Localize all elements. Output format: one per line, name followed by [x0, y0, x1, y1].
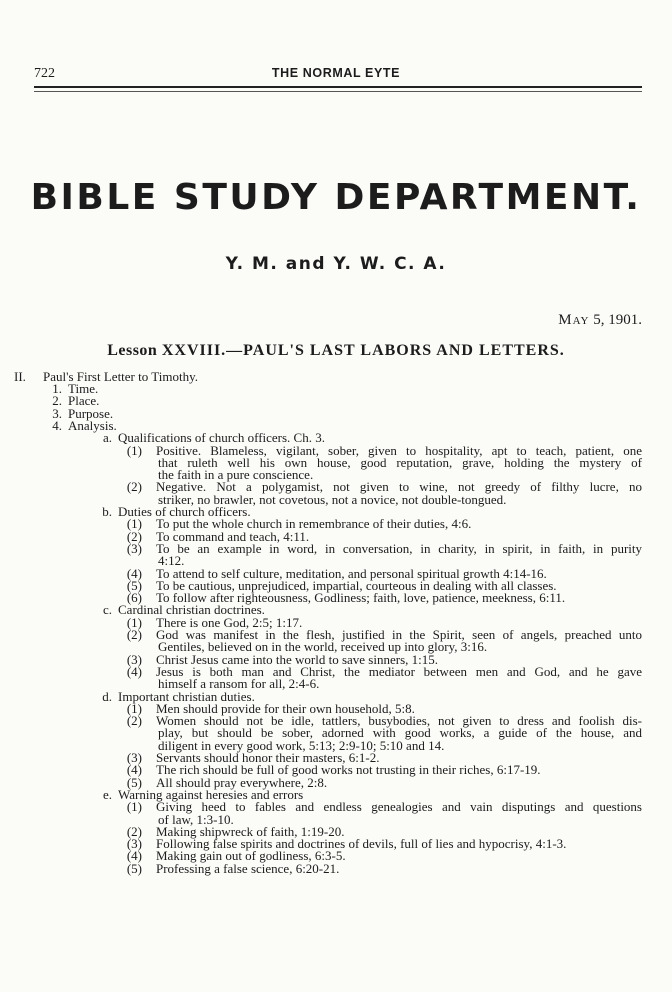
organization-subtitle: Y. M. and Y. W. C. A. [225, 254, 447, 274]
point-line: Jesus is both man and Christ, the mediator between men and God, and he gave [156, 663, 642, 679]
outline-marker: (3) [126, 540, 142, 556]
point-line: Negative. Not a polygamist, not given to wine, not greedy of filthy lucre, no [156, 479, 642, 495]
topic-line: Analysis. [68, 417, 117, 433]
lesson-date [558, 312, 642, 329]
outline-marker: (4) [126, 848, 142, 864]
continuation-line: of law, 1:3-10. [158, 811, 234, 827]
date-month: May [558, 312, 590, 328]
outline-marker: (4) [126, 565, 142, 581]
point-line: Positive. Blameless, vigilant, sober, given to hospitality, apt to teach, patient, one [156, 442, 642, 458]
outline-marker: (1) [126, 516, 142, 532]
outline-marker: (3) [126, 750, 142, 765]
outline-marker: (2) [126, 479, 142, 495]
outline-marker: (1) [126, 799, 142, 815]
outline-marker: 4. [52, 417, 62, 433]
point-line: There is one God, 2:5; 1:17. [156, 614, 303, 630]
point-line: All should pray everywhere, 2:8. [156, 774, 328, 790]
point-line: The rich should be full of good works not trusting in their riches, 6:17-19. [156, 762, 541, 778]
lesson-heading [0, 342, 672, 360]
outline-marker: e. [102, 786, 112, 802]
lesson-label: Lesson [107, 342, 158, 359]
header-rule-thin [34, 91, 642, 92]
outline-marker: (1) [126, 614, 142, 630]
topic-line: Place. [68, 393, 100, 409]
subsection-heading: Qualifications of church officers. Ch. 3. [118, 430, 325, 446]
outline-marker: b. [102, 504, 112, 519]
continuation-line: striker, no brawler, not covetous, not a novice, not double-tongued. [158, 491, 507, 507]
point-line: Giving heed to fables and endless genealogies and vain disputings and questions [156, 799, 642, 815]
subsection-heading: Duties of church officers. [118, 504, 251, 519]
outline-marker: (3) [126, 836, 142, 852]
outline-marker: d. [102, 688, 112, 704]
department-title: BIBLE STUDY DEPARTMENT. [30, 177, 642, 218]
point-line: Making shipwreck of faith, 1:19-20. [156, 823, 345, 839]
outline-marker: (1) [126, 442, 142, 458]
point-line: To follow after righteousness, Godliness; faith, love, patience, meekness, 6:11. [156, 590, 566, 606]
point-line: Servants should honor their masters, 6:1-2. [156, 750, 380, 765]
outline-marker: a. [102, 430, 112, 446]
outline-marker: (2) [126, 627, 142, 642]
running-title: THE NORMAL EYTE [271, 66, 401, 80]
continuation-line: Gentiles, believed on in the world, received up into glory, 3:16. [158, 639, 488, 655]
continuation-line: play, but should be sober, adorned with good works, a guide of the house, and [158, 725, 642, 741]
outline-marker: (2) [126, 823, 142, 839]
point-line: To be cautious, unprejudiced, impartial, courteous in dealing with all classes. [156, 577, 557, 593]
point-line: Men should provide for their own household, 5:8. [156, 700, 415, 716]
point-line: Professing a false science, 6:20-21. [156, 860, 340, 876]
outline-marker: 1. [52, 381, 62, 396]
point-line: God was manifest in the flesh, justified in the Spirit, seen of angels, preached unto [156, 627, 642, 642]
outline-marker: (4) [126, 762, 142, 778]
section-number: II. [14, 369, 26, 384]
date-rest: 5, 1901. [593, 312, 642, 328]
point-line: Christ Jesus came into the world to save sinners, 1:15. [156, 651, 438, 667]
outline-marker: 2. [52, 393, 62, 409]
outline-marker: (5) [126, 774, 142, 790]
outline-marker: (4) [126, 663, 142, 679]
outline-marker: (3) [126, 651, 142, 667]
continuation-line: diligent in every good work, 5:13; 2:9-10; 5:10 and 14. [158, 737, 445, 753]
continuation-line: the faith in a pure conscience. [158, 467, 314, 483]
section-title: Paul's First Letter to Timothy. [43, 369, 198, 384]
outline-marker: (2) [126, 713, 142, 729]
subsection-heading: Important christian duties. [118, 688, 255, 704]
point-line: To be an example in word, in conversation, in charity, in spirit, in faith, in purity [156, 540, 642, 556]
continuation-line: 4:12. [158, 553, 185, 569]
outline-marker: c. [102, 602, 112, 618]
subsection-heading: Cardinal christian doctrines. [118, 602, 265, 618]
outline-marker: (1) [126, 700, 142, 716]
point-line: To command and teach, 4:11. [156, 528, 310, 544]
point-line: Women should not be idle, tattlers, busybodies, not given to dress and foolish dis- [156, 713, 642, 729]
point-line: To put the whole church in remembrance of their duties, 4:6. [156, 516, 472, 532]
topic-line: Time. [68, 381, 99, 396]
lesson-title: XXVIII.—PAUL'S LAST LABORS AND LETTERS. [161, 342, 565, 359]
outline-marker: (2) [126, 528, 142, 544]
continuation-line: that ruleth well his own house, good reputation, grave, holding the mystery of [158, 454, 642, 470]
subsection-heading: Warning against heresies and errors [118, 786, 304, 802]
point-line: Making gain out of godliness, 6:3-5. [156, 848, 346, 864]
outline-marker: 3. [52, 405, 62, 421]
header-rule-thick [34, 86, 642, 88]
point-line: Following false spirits and doctrines of devils, full of lies and hypocrisy, 4:1-3. [156, 836, 567, 852]
continuation-line: himself a ransom for all, 2:4-6. [158, 676, 320, 692]
outline-marker: (5) [126, 577, 142, 593]
outline-marker: (6) [126, 590, 142, 606]
point-line: To attend to self culture, meditation, and personal spiritual growth 4:14-16. [156, 565, 547, 581]
topic-line: Purpose. [68, 405, 114, 421]
outline-marker: (5) [126, 860, 142, 876]
page-number: 722 [34, 66, 55, 81]
